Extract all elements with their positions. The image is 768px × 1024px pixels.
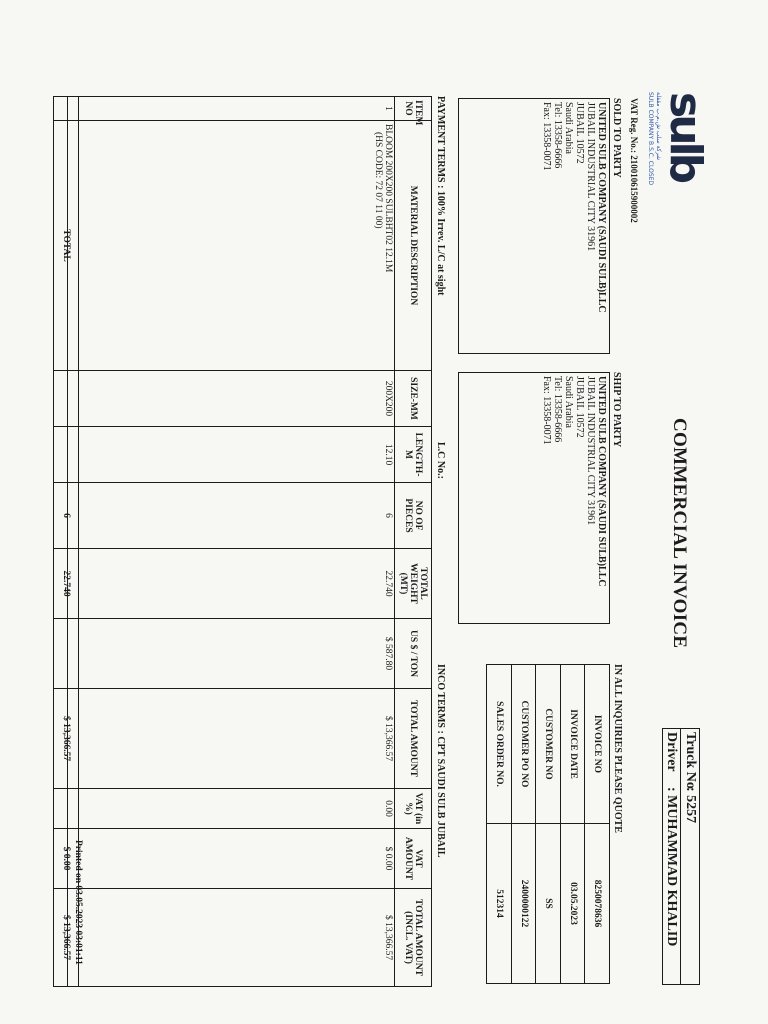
driver-value: : MUHAMMAD KHALID [664, 787, 679, 947]
inquiry-value: 2400000122 [512, 824, 537, 984]
cell-item: 1 [79, 97, 395, 121]
totals-label: TOTAL [54, 121, 79, 371]
driver-row [662, 729, 681, 984]
inquiry-row [585, 665, 610, 984]
header-vat-amount: VAT AMOUNT [395, 829, 432, 889]
inquiry-value: 8250078636 [585, 824, 610, 984]
header-length: LENGTH-M [395, 427, 432, 483]
cell-weight: 22.740 [79, 549, 395, 619]
lc-number: L.C No.: [435, 442, 446, 479]
header-total-incl-vat: TOTAL AMOUNT (INCL. VAT) [395, 889, 432, 987]
sold-to-title: SOLD TO PARTY [611, 98, 622, 178]
sold-to-address-line: JUBAIL INDUSTRIAL CITY 31961 [585, 102, 596, 252]
inquiries-table [487, 664, 611, 984]
cell-vat-amount: $ 0.00 [79, 829, 395, 889]
hs-code-text: (HS CODE: 72 07 11 00) [373, 132, 383, 229]
table-row [79, 97, 395, 987]
header-weight: TOTAL WEIGHT (MT) [395, 549, 432, 619]
inquiries-title: IN ALL INQUIRIES PLEASE QUOTE [612, 664, 623, 833]
inquiry-key: CUSTOMER PO NO [512, 665, 537, 824]
ship-to-title: SHIP TO PARTY [611, 372, 622, 448]
vat-registration: VAT Reg. No.: 210010615900002 [629, 98, 639, 223]
company-logo [628, 92, 711, 202]
inco-terms: INCO TERMS : CPT SAUDI SULB JUBAIL [435, 664, 446, 858]
header-size: SIZE-MM [395, 371, 432, 427]
sold-to-address-line: JUBAIL 10572 [574, 102, 585, 164]
cell-total-incl-vat: $ 13,366.57 [79, 889, 395, 987]
footer-divider [67, 96, 68, 986]
logo-subtitle-english: SULB COMPANY B.S.C. CLOSED [647, 92, 654, 186]
inquiry-key: INVOICE DATE [561, 665, 586, 824]
header-rate: US $ / TON [395, 619, 432, 689]
header-item: ITEM NO [395, 97, 432, 121]
truck-label: Truck No [683, 732, 698, 789]
header-vat-percent: VAT (in %) [395, 789, 432, 829]
totals-amount: $ 13,366.57 [54, 689, 79, 789]
inquiry-value: SS [536, 824, 561, 984]
header-description: MATERIAL DESCRIPTION [395, 121, 432, 371]
inquiry-key: INVOICE NO [585, 665, 610, 824]
line-items-table [53, 96, 432, 987]
logo-mark: sulb [660, 92, 711, 181]
sold-to-name: UNITED SULB COMPANY (SAUDI SULB)LLC [596, 102, 607, 313]
header-amount: TOTAL AMOUNT [395, 689, 432, 789]
driver-label: Driver [664, 732, 679, 772]
sold-to-country: Saudi Arabia [563, 102, 574, 154]
document-title: COMMERCIAL INVOICE [669, 418, 690, 649]
truck-value: : 5257 [683, 787, 698, 824]
ship-to-address-line: JUBAIL 10572 [574, 376, 585, 438]
ship-to-country: Saudi Arabia [563, 376, 574, 428]
ship-to-name: UNITED SULB COMPANY (SAUDI SULB)LLC [596, 376, 607, 587]
inquiry-row [561, 665, 586, 984]
cell-amount: $ 13,366.57 [79, 689, 395, 789]
cell-rate: $ 587.80 [79, 619, 395, 689]
ship-to-address-line: JUBAIL INDUSTRIAL CITY 31961 [585, 376, 596, 526]
totals-pieces: 6 [54, 483, 79, 549]
header-pieces: NO OF PIECES [395, 483, 432, 549]
table-header-row [395, 97, 432, 987]
inquiry-value: 03.05.2023 [561, 824, 586, 984]
totals-weight: 22.740 [54, 549, 79, 619]
ship-to-tel: Tel: 13358-6666 [552, 376, 563, 443]
totals-vat-amount: $ 0.00 [54, 829, 79, 889]
logo-subtitle-arabic: شركة سلب ش.م.ب مقفلة [655, 92, 662, 161]
inquiry-row [512, 665, 537, 984]
totals-incl-vat: $ 13,366.57 [54, 889, 79, 987]
inquiry-value: 512314 [487, 824, 512, 984]
truck-driver-box [662, 728, 700, 985]
description-text: BLOOM 200X200 SULBHT02 12.1M [383, 124, 393, 273]
sold-to-fax: Fax: 13358-0071 [541, 102, 552, 171]
ship-to-box [458, 372, 610, 624]
sold-to-box [458, 98, 610, 354]
inquiry-key: SALES ORDER NO. [487, 665, 512, 824]
printed-on-footer: Printed on 03.05.2023 03:01:11 [73, 840, 83, 965]
cell-pieces: 6 [79, 483, 395, 549]
cell-vat-percent: 0.00 [79, 789, 395, 829]
inquiry-row [487, 665, 512, 984]
cell-size: 200X200 [79, 371, 395, 427]
inquiry-key: CUSTOMER NO [536, 665, 561, 824]
ship-to-fax: Fax: 13358-0071 [541, 376, 552, 445]
payment-terms: PAYMENT TERMS : 100% Irrev. L/C at sight [435, 96, 446, 296]
truck-row [681, 729, 699, 984]
inquiry-row [536, 665, 561, 984]
cell-length: 12.10 [79, 427, 395, 483]
cell-description [79, 121, 395, 371]
sold-to-tel: Tel: 13358-6666 [552, 102, 563, 169]
